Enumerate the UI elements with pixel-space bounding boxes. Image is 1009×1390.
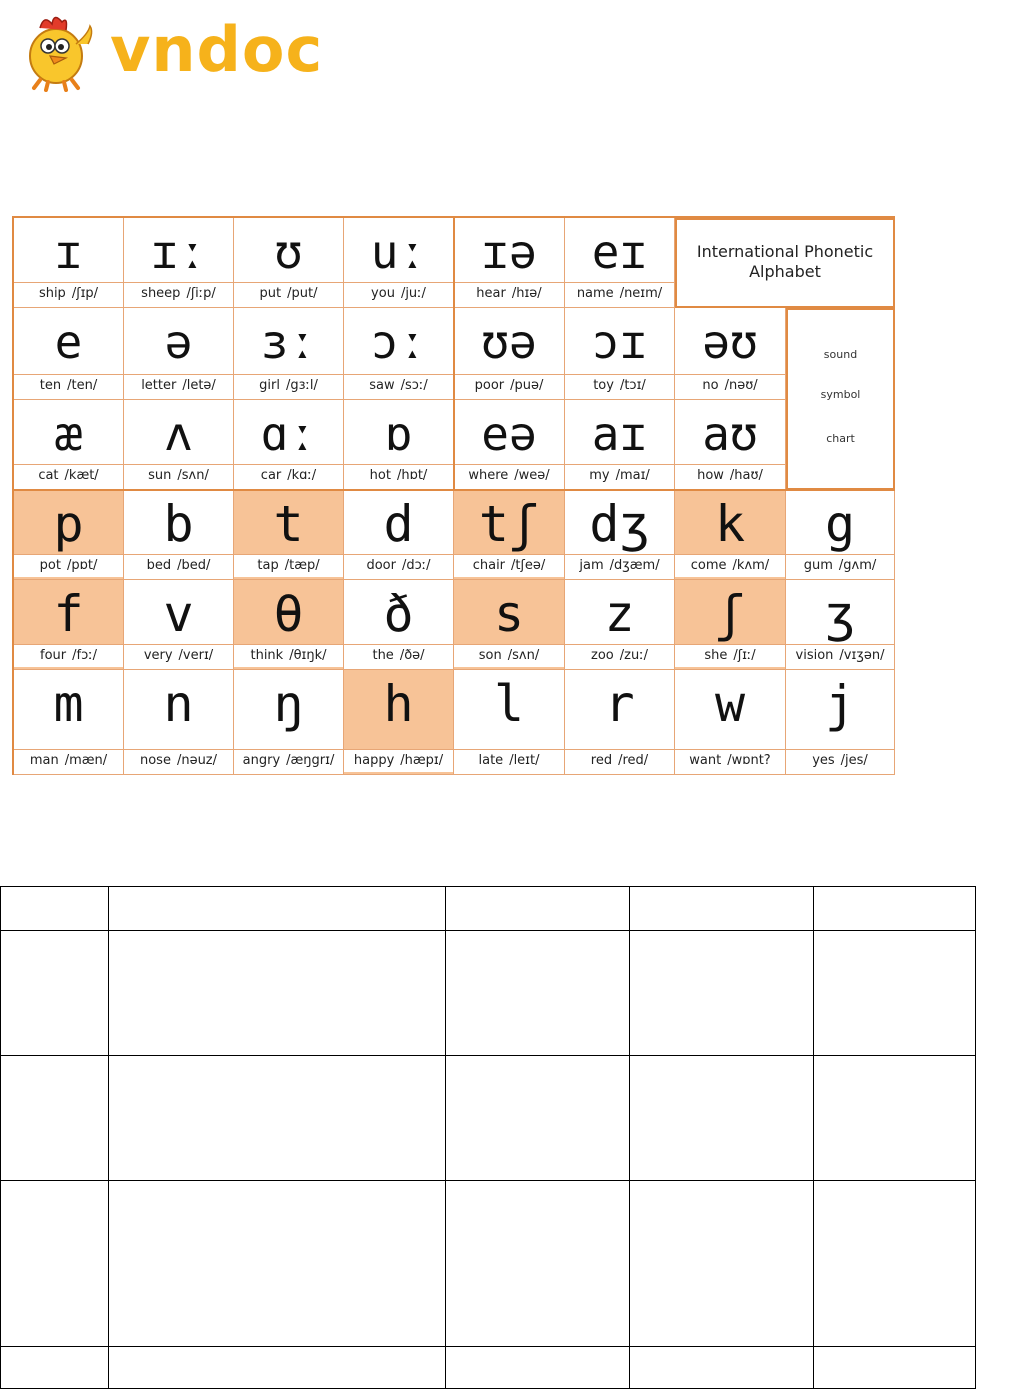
ipa-cell [234, 490, 344, 580]
example-word-text: poor [474, 378, 505, 393]
ipa-cell [234, 400, 344, 490]
ipa-cell [454, 308, 565, 400]
table-cell[interactable] [630, 1056, 814, 1181]
table-cell[interactable] [814, 1056, 976, 1181]
example-transcription: /hɒt/ [396, 468, 428, 483]
example-word [454, 464, 564, 487]
ipa-cell [14, 218, 124, 308]
example-word [675, 644, 785, 667]
table-cell[interactable] [1, 1181, 109, 1347]
ipa-cell [565, 490, 675, 580]
table-cell[interactable] [1, 1056, 109, 1181]
table-cell[interactable] [814, 1347, 976, 1389]
example-word-text: no [702, 378, 719, 393]
empty-table [0, 886, 976, 1389]
ipa-symbol: aɪ [591, 407, 648, 461]
table-cell[interactable] [108, 1056, 445, 1181]
example-transcription: /sʌn/ [177, 468, 209, 483]
example-word [124, 374, 233, 397]
ipa-cell [454, 400, 565, 490]
table-row [1, 1181, 976, 1347]
example-word-text: late [478, 753, 504, 768]
example-word-text: yes [812, 753, 835, 768]
example-transcription: /tɔɪ/ [619, 378, 646, 393]
ipa-symbol: k [714, 495, 746, 553]
example-word-text: gum [803, 558, 833, 573]
table-cell[interactable] [108, 931, 445, 1056]
ipa-symbol: ʒ [824, 585, 856, 643]
ipa-cell [234, 580, 344, 670]
table-cell[interactable] [814, 887, 976, 931]
example-transcription: /tʃeə/ [511, 558, 546, 573]
ipa-cell [565, 670, 675, 775]
ipa-symbol: ʌ [164, 407, 193, 461]
ipa-symbol: r [604, 675, 635, 733]
key-label: chart [826, 432, 855, 445]
example-word [124, 554, 233, 577]
example-transcription: /sʌn/ [507, 648, 540, 663]
table-cell[interactable] [814, 1181, 976, 1347]
example-word [234, 374, 343, 397]
example-word [454, 749, 564, 772]
ipa-symbol: p [53, 495, 84, 553]
ipa-symbol: ɑː [260, 407, 317, 461]
example-word-text: how [697, 468, 724, 483]
ipa-cell [675, 580, 786, 670]
table-cell[interactable] [1, 887, 109, 931]
example-word [344, 374, 453, 397]
ipa-symbol: m [53, 675, 84, 733]
ipa-cell [344, 670, 454, 775]
example-word [124, 282, 233, 305]
ipa-cell [344, 218, 454, 308]
example-transcription: /verɪ/ [178, 648, 214, 663]
example-word-text: vision [795, 648, 834, 663]
example-word-text: hear [476, 286, 506, 301]
ipa-cell [234, 218, 344, 308]
table-cell[interactable] [814, 931, 976, 1056]
key-label: sound [823, 348, 858, 361]
example-word [565, 374, 674, 397]
example-word-text: you [371, 286, 395, 301]
table-cell[interactable] [445, 1056, 630, 1181]
ipa-cell [234, 308, 344, 400]
table-cell[interactable] [630, 1181, 814, 1347]
ipa-symbol: aʊ [702, 407, 758, 461]
ipa-symbol: t [273, 495, 304, 553]
example-word-text: come [690, 558, 727, 573]
ipa-symbol: ŋ [273, 675, 304, 733]
ipa-cell [124, 490, 234, 580]
ipa-symbol: ə [164, 315, 193, 369]
section-divider [453, 218, 455, 490]
cartoon-chick-icon [18, 6, 98, 92]
table-cell[interactable] [108, 1181, 445, 1347]
ipa-symbol: dʒ [589, 495, 650, 553]
example-word-text: name [576, 286, 614, 301]
example-word [14, 554, 123, 577]
ipa-cell [344, 308, 454, 400]
ipa-symbol: æ [54, 407, 83, 461]
ipa-cell [124, 218, 234, 308]
table-cell[interactable] [445, 1181, 630, 1347]
example-transcription: /juː/ [400, 286, 426, 301]
example-word [124, 464, 233, 487]
example-transcription: /neɪm/ [619, 286, 663, 301]
example-word [565, 282, 674, 305]
ipa-cell [565, 580, 675, 670]
example-transcription: /gʌm/ [838, 558, 877, 573]
table-cell[interactable] [108, 1347, 445, 1389]
example-transcription: /leɪt/ [509, 753, 540, 768]
example-word [14, 374, 123, 397]
example-transcription: /hɪə/ [511, 286, 542, 301]
table-cell[interactable] [630, 1347, 814, 1389]
ipa-symbol: s [493, 585, 525, 643]
ipa-symbol: uː [370, 225, 427, 279]
ipa-symbol: f [53, 585, 84, 643]
example-word-text: son [478, 648, 502, 663]
ipa-symbol: əʊ [702, 315, 758, 369]
example-word [124, 644, 233, 667]
ipa-cell [14, 670, 124, 775]
example-transcription: /puə/ [510, 378, 544, 393]
example-word-text: cat [38, 468, 59, 483]
ipa-symbol: l [493, 675, 525, 733]
ipa-cell [14, 308, 124, 400]
key-label: symbol [820, 388, 861, 401]
ipa-cell [786, 670, 895, 775]
example-word [786, 749, 894, 772]
example-transcription: /weə/ [514, 468, 550, 483]
example-transcription: /ten/ [67, 378, 98, 393]
ipa-symbol: eɪ [591, 225, 648, 279]
ipa-symbol: ʊə [481, 315, 537, 369]
example-word-text: red [590, 753, 613, 768]
example-word-text: chair [472, 558, 506, 573]
example-word [14, 464, 123, 487]
ipa-symbol: θ [273, 585, 304, 643]
example-word [565, 464, 674, 487]
vndoc-logo[interactable] [18, 6, 348, 92]
example-word [344, 644, 453, 667]
ipa-symbol: ʊ [274, 225, 303, 279]
example-word-text: man [29, 753, 59, 768]
example-word-text: my [589, 468, 610, 483]
example-word-text: where [468, 468, 509, 483]
example-word [124, 749, 233, 772]
example-transcription: /fɔː/ [72, 648, 97, 663]
section-divider [14, 489, 895, 491]
ipa-cell [565, 218, 675, 308]
ipa-cell [565, 400, 675, 490]
example-word [344, 749, 453, 772]
example-word-text: nose [139, 753, 171, 768]
ipa-symbol: h [383, 675, 414, 733]
example-transcription: /æŋgrɪ/ [286, 753, 335, 768]
ipa-chart [12, 216, 895, 775]
ipa-cell [454, 218, 565, 308]
example-transcription: /θɪŋk/ [289, 648, 327, 663]
example-word-text: she [704, 648, 728, 663]
example-word-text: put [259, 286, 282, 301]
example-word-text: think [250, 648, 284, 663]
ipa-symbol: ɒ [384, 407, 413, 461]
table-cell[interactable] [445, 887, 630, 931]
table-cell[interactable] [108, 887, 445, 931]
ipa-cell [675, 400, 786, 490]
ipa-cell [124, 580, 234, 670]
ipa-symbol: tʃ [478, 495, 540, 553]
ipa-symbol: ɜː [260, 315, 317, 369]
example-word-text: door [366, 558, 396, 573]
example-word-text: hot [369, 468, 391, 483]
example-word-text: happy [353, 753, 395, 768]
ipa-symbol: ɪ [54, 225, 83, 279]
ipa-cell [454, 490, 565, 580]
table-cell[interactable] [1, 931, 109, 1056]
example-transcription: /wɒnt? [727, 753, 771, 768]
ipa-symbol: n [163, 675, 194, 733]
example-transcription: /red/ [618, 753, 649, 768]
table-cell[interactable] [630, 887, 814, 931]
example-word-text: zoo [591, 648, 614, 663]
ipa-symbol: eə [481, 407, 537, 461]
example-word [344, 554, 453, 577]
example-word [344, 282, 453, 305]
ipa-cell [786, 580, 895, 670]
example-transcription: /kʌm/ [732, 558, 770, 573]
ipa-symbol: ɔː [370, 315, 427, 369]
example-word-text: sun [148, 468, 172, 483]
example-word-text: toy [593, 378, 614, 393]
table-row [1, 1056, 976, 1181]
example-transcription: /letə/ [182, 378, 216, 393]
example-word [565, 749, 674, 772]
ipa-symbol: z [604, 585, 635, 643]
ipa-cell [565, 308, 675, 400]
example-word [454, 374, 564, 397]
example-word [454, 644, 564, 667]
example-transcription: /ʃɪː/ [733, 648, 756, 663]
ipa-cell [454, 580, 565, 670]
ipa-cell [14, 400, 124, 490]
example-transcription: /dʒæm/ [609, 558, 660, 573]
example-transcription: /haʊ/ [729, 468, 763, 483]
example-transcription: /maɪ/ [615, 468, 650, 483]
table-cell[interactable] [1, 1347, 109, 1389]
ipa-symbol: ɪə [481, 225, 537, 279]
example-transcription: /kɑː/ [287, 468, 317, 483]
example-transcription: /bed/ [177, 558, 211, 573]
example-transcription: /ʃiːp/ [186, 286, 216, 301]
example-word [565, 554, 674, 577]
example-transcription: /mæn/ [64, 753, 108, 768]
ipa-cell [786, 490, 895, 580]
example-transcription: /nəʊ/ [724, 378, 758, 393]
example-transcription: /sɔː/ [400, 378, 428, 393]
example-word-text: car [260, 468, 282, 483]
table-row [1, 887, 976, 931]
example-transcription: /tæp/ [284, 558, 320, 573]
ipa-cell [14, 580, 124, 670]
example-word [14, 749, 123, 772]
example-word [344, 464, 453, 487]
ipa-cell [454, 670, 565, 775]
chart-key [786, 308, 895, 490]
example-word [565, 644, 674, 667]
example-word [786, 554, 894, 577]
example-word [234, 644, 343, 667]
example-word-text: want [689, 753, 722, 768]
example-word-text: jam [579, 558, 604, 573]
example-word [675, 374, 785, 397]
example-word [234, 749, 343, 772]
example-word [14, 282, 123, 305]
ipa-cell [675, 490, 786, 580]
table-cell[interactable] [445, 1347, 630, 1389]
example-transcription: /gɜːl/ [285, 378, 318, 393]
example-word-text: sheep [141, 286, 181, 301]
example-word [14, 644, 123, 667]
example-word-text: pot [39, 558, 61, 573]
table-row [1, 1347, 976, 1389]
ipa-cell [14, 490, 124, 580]
example-word [675, 749, 785, 772]
ipa-cell [124, 308, 234, 400]
example-word-text: bed [146, 558, 172, 573]
ipa-symbol: ɪː [150, 225, 207, 279]
example-transcription: /put/ [287, 286, 318, 301]
example-transcription: /nəuz/ [176, 753, 218, 768]
ipa-cell [124, 400, 234, 490]
ipa-cell [344, 580, 454, 670]
example-transcription: /kæt/ [64, 468, 99, 483]
example-transcription: /ðə/ [399, 648, 425, 663]
ipa-symbol: w [714, 675, 746, 733]
example-word-text: angry [242, 753, 281, 768]
example-word-text: four [40, 648, 67, 663]
example-transcription: /ʃɪp/ [71, 286, 99, 301]
example-word-text: ten [39, 378, 62, 393]
example-transcription: /dɔː/ [401, 558, 431, 573]
logo-wordmark: vndoc [110, 13, 324, 86]
ipa-cell [675, 670, 786, 775]
ipa-cell [675, 308, 786, 400]
example-transcription: /vɪʒən/ [839, 648, 885, 663]
example-word-text: ship [38, 286, 66, 301]
example-word [454, 554, 564, 577]
example-transcription: /hæpɪ/ [400, 753, 444, 768]
chart-title: International Phonetic Alphabet [675, 218, 895, 308]
example-transcription: /pɒt/ [66, 558, 98, 573]
ipa-symbol: v [163, 585, 194, 643]
ipa-cell [124, 670, 234, 775]
ipa-symbol: e [54, 315, 83, 369]
ipa-symbol: d [383, 495, 414, 553]
ipa-cell [234, 670, 344, 775]
example-transcription: /jes/ [840, 753, 868, 768]
table-cell[interactable] [630, 931, 814, 1056]
ipa-symbol: ʃ [714, 585, 746, 643]
table-row [1, 931, 976, 1056]
ipa-cell [344, 490, 454, 580]
example-word-text: the [372, 648, 394, 663]
example-word-text: letter [141, 378, 177, 393]
example-word-text: very [143, 648, 173, 663]
table-cell[interactable] [445, 931, 630, 1056]
example-word [234, 554, 343, 577]
ipa-symbol: j [824, 675, 856, 733]
example-word [454, 282, 564, 305]
ipa-symbol: ɔɪ [591, 315, 648, 369]
example-transcription: /zuː/ [619, 648, 648, 663]
example-word [234, 464, 343, 487]
example-word-text: tap [257, 558, 279, 573]
example-word [234, 282, 343, 305]
ipa-cell [344, 400, 454, 490]
example-word-text: saw [369, 378, 395, 393]
ipa-symbol: g [824, 495, 856, 553]
example-word [675, 464, 785, 487]
ipa-symbol: ð [383, 585, 414, 643]
ipa-symbol: b [163, 495, 194, 553]
example-word [675, 554, 785, 577]
example-word-text: girl [259, 378, 280, 393]
example-word [786, 644, 894, 667]
